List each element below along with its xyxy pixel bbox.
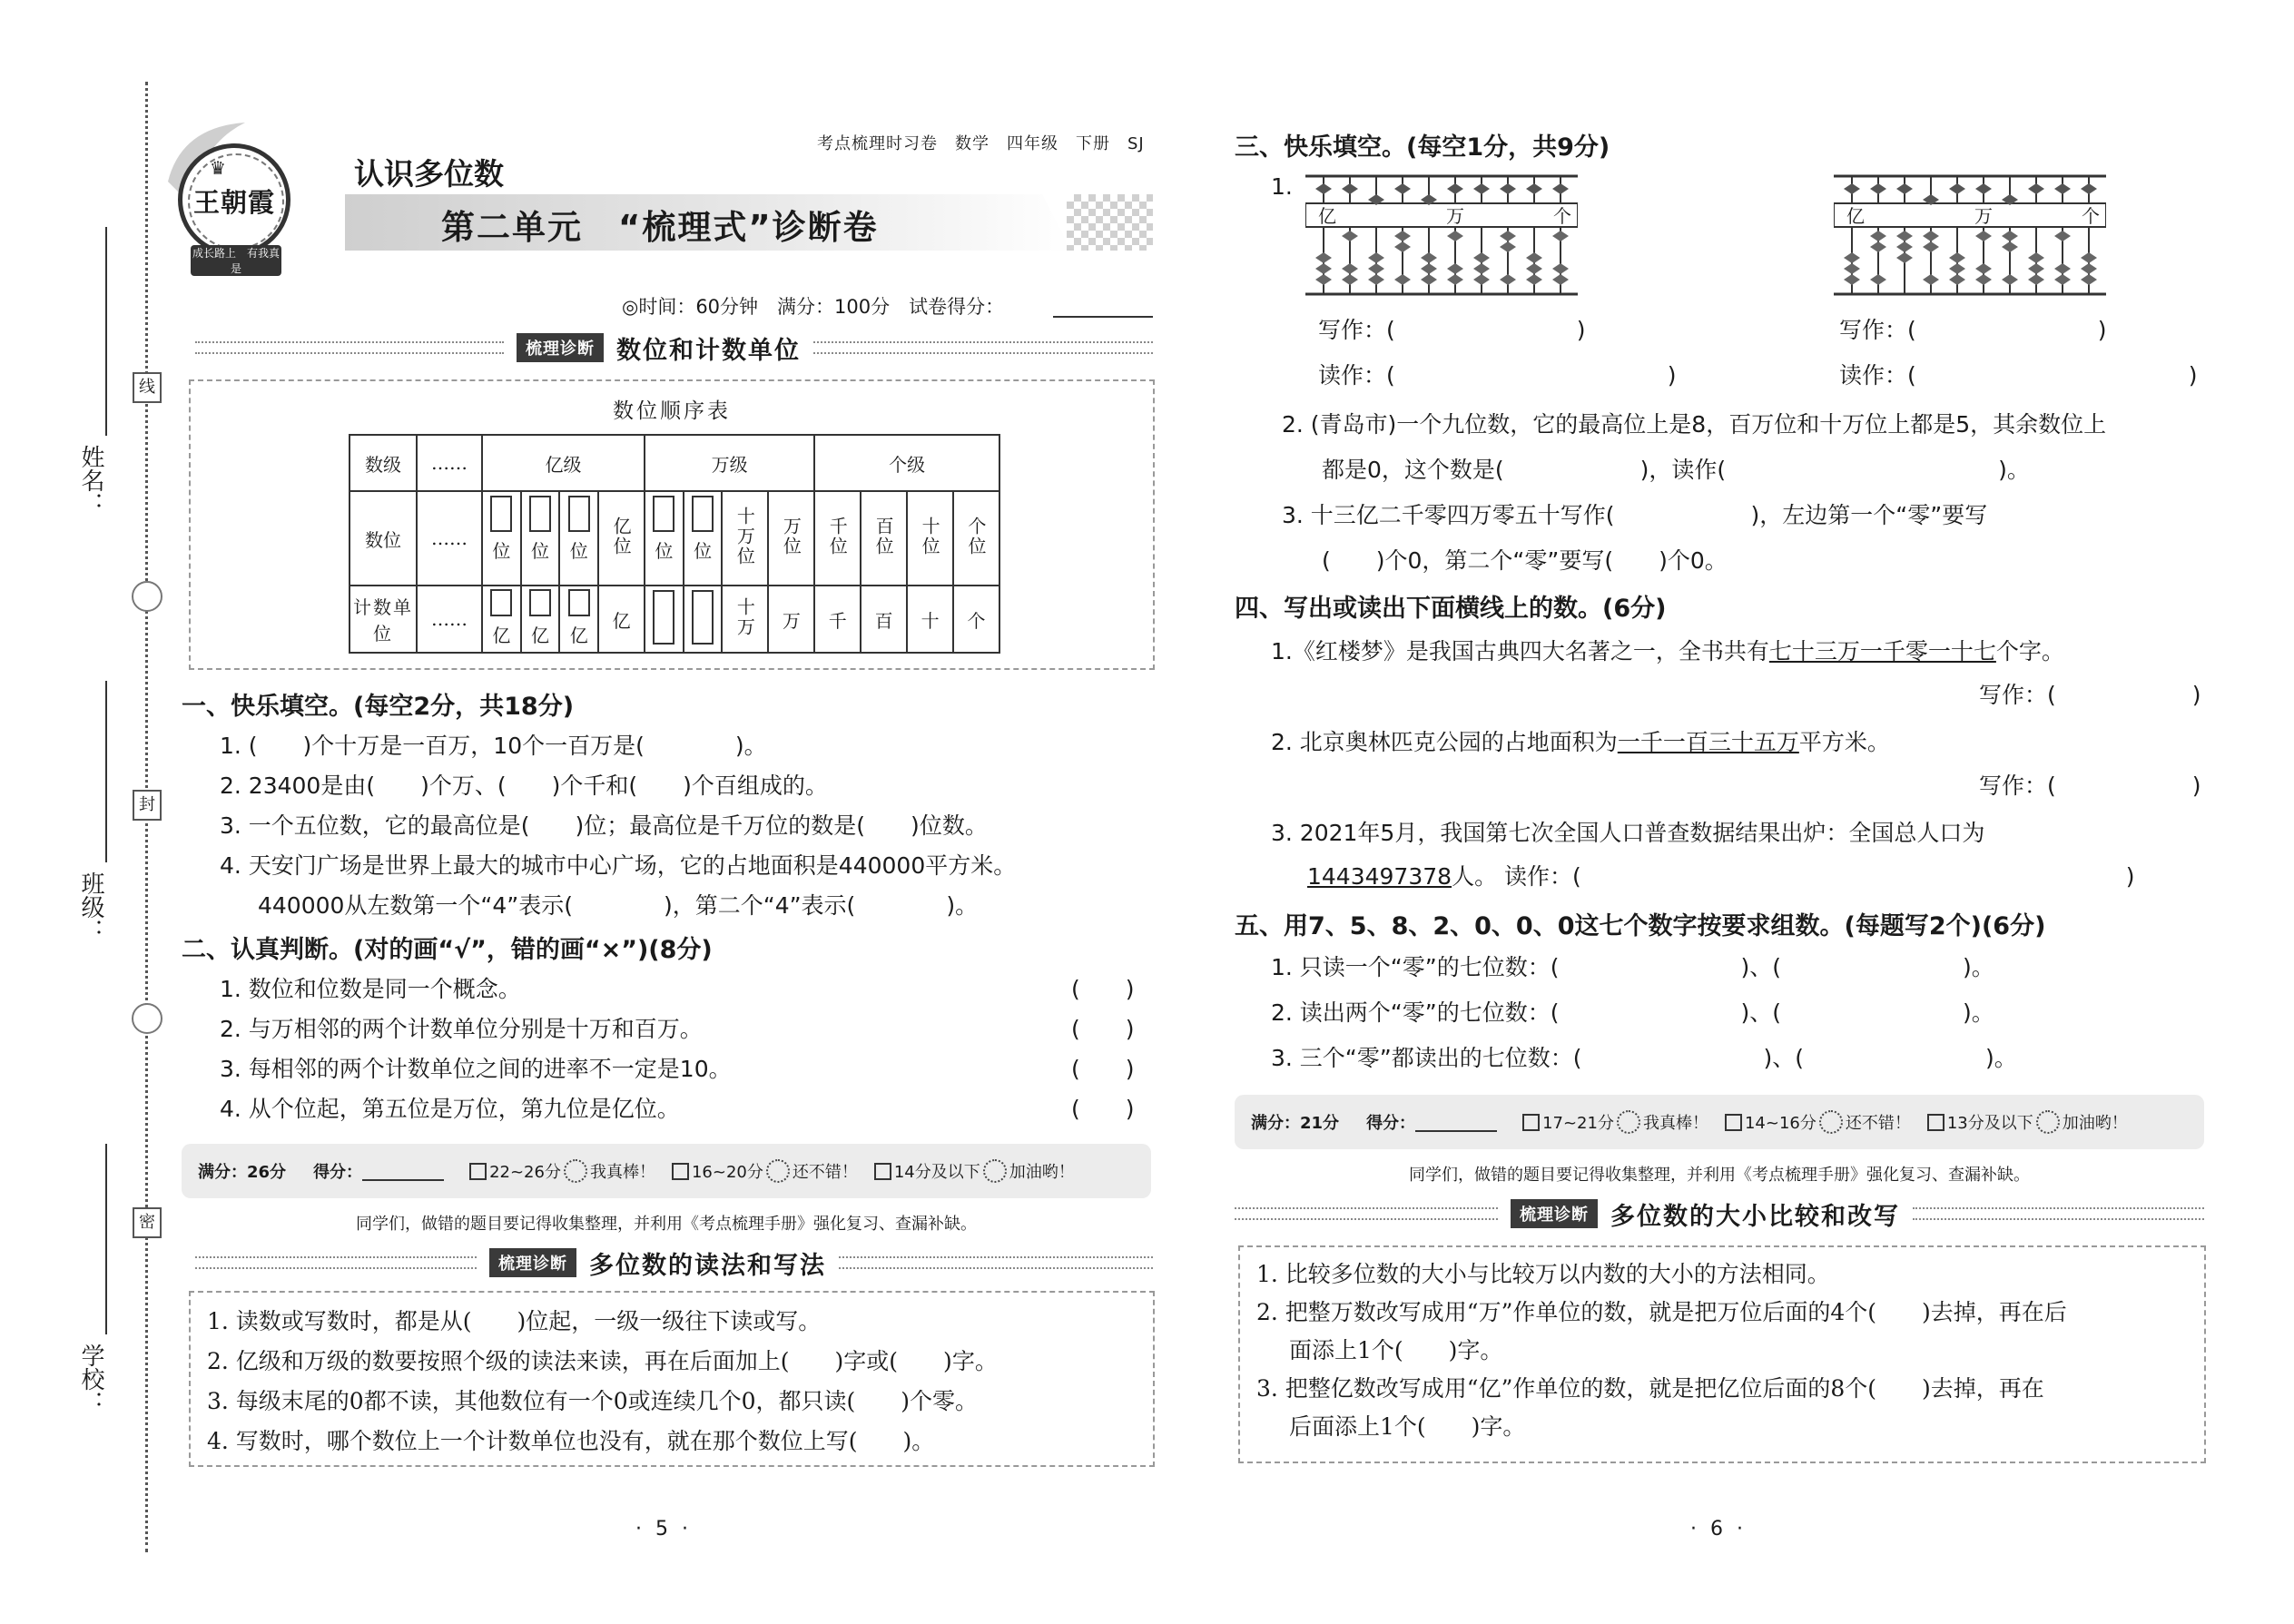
class-label: 班级： bbox=[77, 871, 104, 942]
part2-q4: 4. 从个位起，第五位是万位，第九位是亿位。 bbox=[220, 1096, 680, 1122]
score-got-line[interactable] bbox=[362, 1161, 444, 1181]
part1-q2: 2. 23400是由( )个万、( )个千和( )个百组成的。 bbox=[220, 773, 828, 799]
dots-cell: …… bbox=[417, 586, 482, 653]
range-2: 14~16分 bbox=[1744, 1114, 1816, 1133]
checkbox-icon[interactable] bbox=[1725, 1114, 1742, 1131]
blank-box[interactable] bbox=[529, 496, 551, 532]
bind-hole-icon bbox=[132, 581, 162, 612]
abacus-label-yi: 亿 bbox=[1318, 205, 1336, 227]
dots-cell: …… bbox=[417, 435, 482, 491]
place-ge-4: 个位 bbox=[965, 516, 988, 556]
part4-q3-line1: 3. 2021年5月，我国第七次全国人口普查数据结果出炉：全国总人口为 bbox=[1271, 820, 1985, 846]
place-ge-3: 十位 bbox=[919, 516, 941, 556]
checkbox-icon[interactable] bbox=[469, 1163, 487, 1180]
range-2-text: 还不错！ bbox=[1845, 1114, 1911, 1133]
compare-box bbox=[1238, 1245, 2206, 1463]
part2-q3: 3. 每相邻的两个计数单位之间的进率不一定是10。 bbox=[220, 1056, 732, 1082]
logo-text: 王朝霞 bbox=[192, 187, 275, 218]
smile-face-icon bbox=[1819, 1110, 1843, 1134]
level-yi: 亿级 bbox=[482, 435, 645, 491]
exam-title: 第二单元 “梳理式”诊断卷 bbox=[441, 208, 879, 247]
smile-face-icon bbox=[766, 1159, 790, 1183]
page-number-left: · 5 · bbox=[635, 1518, 692, 1540]
level-wan: 万级 bbox=[645, 435, 814, 491]
judge-bracket[interactable]: ( ) bbox=[1071, 1056, 1135, 1082]
place-ge-2: 百位 bbox=[872, 516, 895, 556]
part5-q3: 3. 三个“零”都读出的七位数：( )、( )。 bbox=[1271, 1045, 2017, 1071]
score-got-line[interactable] bbox=[1415, 1112, 1497, 1132]
order-table-caption: 数位顺序表 bbox=[613, 399, 731, 423]
order-table-box bbox=[189, 379, 1155, 670]
dots-cell: …… bbox=[417, 491, 482, 586]
abacus2-write[interactable]: 写作：( ) bbox=[1839, 317, 2107, 343]
logo-badge bbox=[178, 143, 290, 256]
part3-q1-num: 1. bbox=[1271, 173, 1293, 200]
logo-subtitle: 成长路上 有我真是 bbox=[192, 247, 280, 275]
section-tag: 梳理诊断 bbox=[517, 333, 604, 362]
rw-1: 1. 读数或写数时，都是从( )位起，一级一级往下读或写。 bbox=[207, 1308, 822, 1334]
checkbox-icon[interactable] bbox=[672, 1163, 689, 1180]
score-full: 满分：26分 bbox=[198, 1163, 287, 1182]
level-ge: 个级 bbox=[814, 435, 999, 491]
place-wan-4: 万位 bbox=[780, 516, 802, 556]
judge-bracket[interactable]: ( ) bbox=[1071, 976, 1135, 1002]
place-wan-1: 位 bbox=[655, 540, 674, 562]
range-2: 16~20分 bbox=[691, 1163, 763, 1182]
part4-q2-post: 平方米。 bbox=[1798, 729, 1890, 755]
range-1-text: 我真棒！ bbox=[1642, 1114, 1708, 1133]
review-note: 同学们，做错的题目要记得收集整理，并利用《考点梳理手册》强化复习、查漏补缺。 bbox=[356, 1215, 977, 1234]
rw-2: 2. 亿级和万级的数要按照个级的读法来读，再在后面加上( )字或( )字。 bbox=[207, 1348, 998, 1374]
school-line[interactable] bbox=[105, 1144, 107, 1334]
section-title: 多位数的读法和写法 bbox=[589, 1251, 826, 1280]
exam-score-line[interactable] bbox=[1053, 316, 1153, 318]
abacus2-read[interactable]: 读作：( ) bbox=[1839, 362, 2198, 389]
review-note: 同学们，做错的题目要记得收集整理，并利用《考点梳理手册》强化复习、查漏补缺。 bbox=[1409, 1166, 2030, 1185]
part4-q3-number: 1443497378 bbox=[1307, 863, 1452, 890]
cmp-1: 1. 比较多位数的大小与比较万以内数的大小的方法相同。 bbox=[1256, 1261, 1830, 1287]
part4-q1 bbox=[1271, 634, 2064, 670]
part4-q3-read[interactable]: 人。 读作：( ) bbox=[1452, 863, 2135, 890]
blank-box[interactable] bbox=[568, 589, 590, 616]
bind-hole-icon bbox=[132, 1003, 162, 1034]
range-1: 22~26分 bbox=[489, 1163, 561, 1182]
part4-heading: 四、写出或读出下面横线上的数。(6分) bbox=[1235, 595, 1667, 623]
happy-face-icon bbox=[564, 1159, 587, 1183]
part1-q4-cont: 440000从左数第一个“4”表示( )，第二个“4”表示( )。 bbox=[258, 892, 979, 919]
part2-q2: 2. 与万相邻的两个计数单位分别是十万和百万。 bbox=[220, 1016, 703, 1042]
unit-ge-3: 十 bbox=[907, 586, 953, 653]
range-3-text: 加油哟！ bbox=[1009, 1163, 1075, 1182]
title-checker bbox=[1067, 194, 1153, 251]
unit-wan-2: 万 bbox=[768, 586, 814, 653]
place-yi-2: 位 bbox=[531, 540, 550, 562]
part4-q1-pre: 1.《红楼梦》是我国古典四大名著之一，全书共有 bbox=[1271, 638, 1769, 664]
part4-q2-write[interactable]: 写作：( ) bbox=[1979, 773, 2201, 799]
blank-box[interactable] bbox=[692, 590, 714, 645]
cmp-2-cont: 面添上1个( )字。 bbox=[1289, 1337, 1503, 1363]
section-tag: 梳理诊断 bbox=[1511, 1199, 1598, 1228]
abacus-label-ge: 个 bbox=[2082, 205, 2100, 227]
place-wan-2: 位 bbox=[694, 540, 713, 562]
score-got-label: 得分： bbox=[313, 1163, 363, 1182]
part4-q2 bbox=[1271, 724, 1890, 761]
part2-heading: 二、认真判断。(对的画“√”，错的画“×”)(8分) bbox=[182, 936, 713, 964]
range-3: 14分及以下 bbox=[893, 1163, 980, 1182]
judge-bracket[interactable]: ( ) bbox=[1071, 1096, 1135, 1122]
abacus-2 bbox=[1834, 172, 2106, 300]
part3-q3-line1: 3. 十三亿二千零四万零五十写作( )，左边第一个“零”要写 bbox=[1282, 502, 1988, 528]
part3-q2-line2: 都是0，这个数是( )，读作( )。 bbox=[1322, 457, 2030, 483]
blank-box[interactable] bbox=[490, 589, 512, 616]
abacus-label-yi: 亿 bbox=[1846, 205, 1865, 227]
part4-q1-write[interactable]: 写作：( ) bbox=[1979, 682, 2201, 708]
blank-box[interactable] bbox=[490, 496, 512, 532]
read-write-box bbox=[189, 1291, 1155, 1467]
part4-q2-pre: 2. 北京奥林匹克公园的占地面积为 bbox=[1271, 729, 1618, 755]
section-bar-compare bbox=[1235, 1202, 2204, 1231]
section-title: 多位数的大小比较和改写 bbox=[1610, 1202, 1900, 1231]
abacus-label-wan: 万 bbox=[1974, 205, 1993, 227]
cmp-3-cont: 后面添上1个( )字。 bbox=[1289, 1413, 1526, 1440]
place-yi-3: 位 bbox=[569, 540, 588, 562]
score-bar-left bbox=[182, 1144, 1151, 1198]
section-tag: 梳理诊断 bbox=[489, 1248, 576, 1277]
page-number-right: · 6 · bbox=[1690, 1518, 1747, 1540]
blank-box[interactable] bbox=[653, 496, 674, 532]
seal-char-mi: 密 bbox=[133, 1207, 162, 1238]
part5-q2: 2. 读出两个“零”的七位数：( )、( )。 bbox=[1271, 999, 1994, 1026]
crown-icon: ♛ bbox=[210, 157, 226, 179]
checkbox-icon[interactable] bbox=[874, 1163, 891, 1180]
part1-heading: 一、快乐填空。(每空2分，共18分) bbox=[182, 693, 575, 721]
abacus-2-svg bbox=[1834, 172, 2106, 300]
score-full: 满分：21分 bbox=[1251, 1114, 1340, 1133]
part3-q3-line2: ( )个0，第二个“零”要写( )个0。 bbox=[1322, 547, 1728, 574]
rw-3: 3. 每级末尾的0都不读，其他数位有一个0或连续几个0，都只读( )个零。 bbox=[207, 1388, 979, 1414]
range-1: 17~21分 bbox=[1542, 1114, 1614, 1133]
cheer-face-icon bbox=[2036, 1110, 2060, 1134]
seal-char-feng: 封 bbox=[133, 790, 162, 821]
unit-yi-3: 亿 bbox=[569, 625, 588, 646]
name-label: 姓名： bbox=[77, 445, 104, 516]
row-label-unit: 计数单位 bbox=[353, 596, 413, 645]
blank-box[interactable] bbox=[568, 496, 590, 532]
place-wan-3: 十万位 bbox=[733, 506, 756, 566]
abacus-1-svg bbox=[1305, 172, 1578, 300]
unit-ge-4: 个 bbox=[953, 586, 999, 653]
cmp-3: 3. 把整亿数改写成用“亿”作单位的数，就是把亿位后面的8个( )去掉，再在 bbox=[1256, 1375, 2044, 1402]
abacus-label-ge: 个 bbox=[1553, 205, 1571, 227]
blank-box[interactable] bbox=[529, 589, 551, 616]
unit-wan-1: 十万 bbox=[733, 596, 756, 637]
unit-yi-4: 亿 bbox=[598, 586, 645, 653]
rw-4: 4. 写数时，哪个数位上一个计数单位也没有，就在那个数位上写( )。 bbox=[207, 1428, 935, 1454]
checkbox-icon[interactable] bbox=[1927, 1114, 1944, 1131]
section-bar-readwrite bbox=[195, 1251, 1153, 1280]
digit-order-table bbox=[349, 434, 1000, 654]
unit-ge-2: 百 bbox=[861, 586, 907, 653]
blank-box[interactable] bbox=[653, 590, 674, 645]
part1-q4: 4. 天安门广场是世界上最大的城市中心广场，它的占地面积是440000平方米。 bbox=[220, 852, 1017, 879]
cmp-2: 2. 把整万数改写成用“万”作单位的数，就是把万位后面的4个( )去掉，再在后 bbox=[1256, 1299, 2067, 1325]
exam-info: ◎时间：60分钟 满分：100分 试卷得分： bbox=[622, 296, 1005, 318]
unit-yi-1: 亿 bbox=[492, 625, 511, 646]
score-got-label: 得分： bbox=[1366, 1114, 1416, 1133]
part3-heading: 三、快乐填空。(每空1分，共9分) bbox=[1235, 133, 1610, 162]
judge-bracket[interactable]: ( ) bbox=[1071, 1016, 1135, 1042]
part3-q2-line1: 2. (青岛市)一个九位数，它的最高位上是8，百万位和十万位上都是5，其余数位上 bbox=[1282, 411, 2107, 438]
cheer-face-icon bbox=[983, 1159, 1007, 1183]
topic-title: 认识多位数 bbox=[354, 156, 504, 192]
range-3: 13分及以下 bbox=[1946, 1114, 2033, 1133]
checkbox-icon[interactable] bbox=[1522, 1114, 1540, 1131]
place-ge-1: 千位 bbox=[826, 516, 849, 556]
part4-q1-number: 七十三万一千零一十七 bbox=[1768, 638, 1996, 664]
part4-q3-line2 bbox=[1307, 859, 2135, 895]
name-line[interactable] bbox=[105, 227, 107, 436]
part1-q3: 3. 一个五位数，它的最高位是( )位；最高位是千万位的数是( )位数。 bbox=[220, 812, 988, 839]
happy-face-icon bbox=[1617, 1110, 1640, 1134]
part5-q1: 1. 只读一个“零”的七位数：( )、( )。 bbox=[1271, 954, 1994, 980]
place-yi-1: 位 bbox=[492, 540, 511, 562]
row-label-place: 数位 bbox=[350, 491, 417, 586]
part4-q1-post: 个字。 bbox=[1995, 638, 2064, 664]
range-1-text: 我真棒！ bbox=[589, 1163, 655, 1182]
range-3-text: 加油哟！ bbox=[2062, 1114, 2128, 1133]
abacus-1 bbox=[1305, 172, 1578, 300]
blank-box[interactable] bbox=[692, 496, 714, 532]
seal-char-xian: 线 bbox=[133, 372, 162, 403]
part5-heading: 五、用7、5、8、2、0、0、0这七个数字按要求组数。(每题写2个)(6分) bbox=[1235, 912, 2046, 940]
abacus1-write[interactable]: 写作：( ) bbox=[1318, 317, 1586, 343]
part1-q1: 1. ( )个十万是一百万，10个一百万是( )。 bbox=[220, 733, 767, 759]
top-info: 考点梳理时习卷 数学 四年级 下册 SJ bbox=[817, 134, 1145, 153]
abacus1-read[interactable]: 读作：( ) bbox=[1318, 362, 1677, 389]
section-bar-digits bbox=[195, 336, 1153, 365]
unit-yi-2: 亿 bbox=[531, 625, 550, 646]
class-line[interactable] bbox=[105, 681, 107, 862]
section-title: 数位和计数单位 bbox=[616, 336, 801, 365]
unit-ge-1: 千 bbox=[814, 586, 861, 653]
abacus-label-wan: 万 bbox=[1446, 205, 1464, 227]
part2-q1: 1. 数位和位数是同一个概念。 bbox=[220, 976, 521, 1002]
place-yi-4: 亿位 bbox=[610, 516, 633, 556]
row-label-level: 数级 bbox=[350, 435, 417, 491]
school-label: 学校： bbox=[77, 1343, 104, 1414]
part4-q2-number: 一千一百三十五万 bbox=[1617, 729, 1799, 755]
score-bar-right bbox=[1235, 1095, 2204, 1149]
range-2-text: 还不错！ bbox=[792, 1163, 858, 1182]
